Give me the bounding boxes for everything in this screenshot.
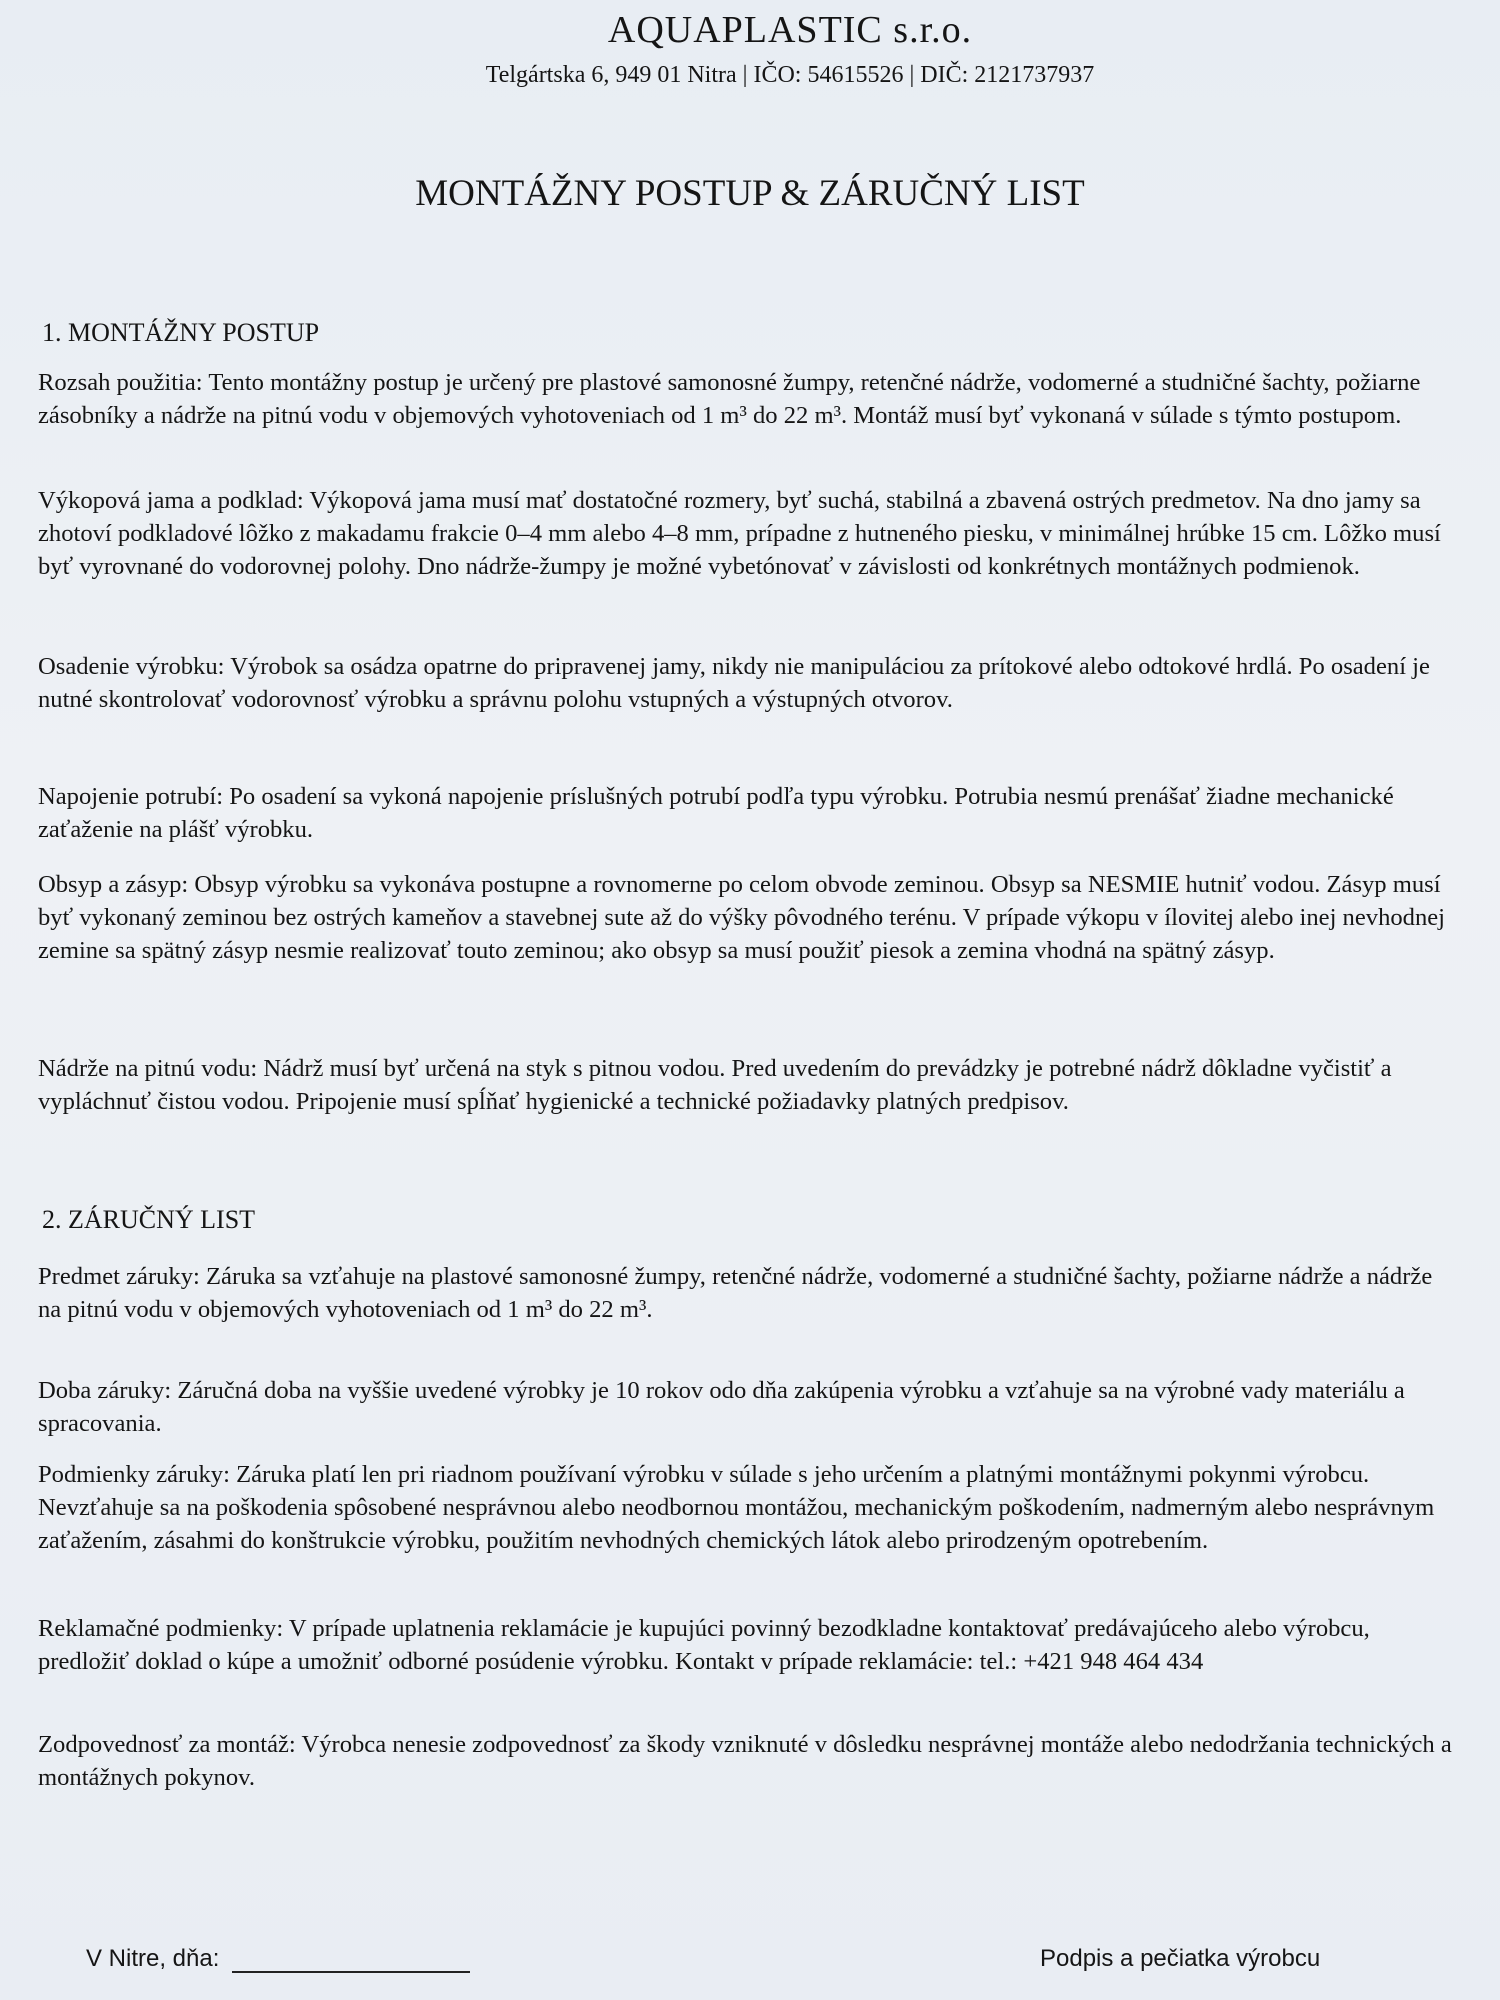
- paragraph-scope: [38, 366, 1458, 432]
- paragraph-label: Nádrže na pitnú vodu:: [38, 1055, 258, 1082]
- signature-label: Podpis a pečiatka výrobcu: [1040, 1945, 1321, 1972]
- paragraph-label: Osadenie výrobku:: [38, 653, 225, 680]
- document-title: MONTÁŽNY POSTUP & ZÁRUČNÝ LIST: [415, 173, 1085, 214]
- paragraph-label: Reklamačné podmienky:: [38, 1615, 284, 1642]
- paragraph-text: Záruka sa vzťahuje na plastové samonosné žumpy, retenčné nádrže, vodomerné a studničné šachty, požiarne nádrže a nádrže na pitnú vodu v objemových vyhotoveniach od 1 m³ do 22 m³.: [38, 1263, 1433, 1323]
- paragraph-liability: [38, 1728, 1458, 1794]
- paragraph-label: Podmienky záruky:: [38, 1461, 230, 1488]
- paragraph-text: Tento montážny postup je určený pre plastové samonosné žumpy, retenčné nádrže, vodomerné a studničné šachty, požiarne zásobníky a nádrže na pitnú vodu v objemových vyhotoveniach od 1 m³ do 22 m³. Montáž musí byť vykonaná v súlade s týmto postupom.: [38, 369, 1421, 429]
- date-blank-line: [232, 1951, 470, 1973]
- paragraph-text: Výkopová jama musí mať dostatočné rozmery, byť suchá, stabilná a zbavená ostrých predmetov. Na dno jamy sa zhotoví podkladové lôžko z makadamu frakcie 0–4 mm alebo 4–8 mm, prípadne z hutneného piesku, v minimálnej hrúbke 15 cm. Lôžko musí byť vyrovnané do vodorovnej polohy. Dno nádrže-žumpy je možné vybetónovať v závislosti od konkrétnych montážnych podmienok.: [38, 487, 1441, 580]
- paragraph-text: V prípade uplatnenia reklamácie je kupujúci povinný bezodkladne kontaktovať predávajúceho alebo výrobcu, predložiť doklad o kúpe a umožniť odborné posúdenie výrobku. Kontakt v prípade reklamácie: tel.: +421 948 464 434: [38, 1615, 1370, 1675]
- paragraph-text: Záruka platí len pri riadnom používaní výrobku v súlade s jeho určením a platnými montážnymi pokynmi výrobcu. Nevzťahuje sa na poškodenia spôsobené nesprávnou alebo neodbornou montážou, mechanickým poškodením, nadmerným alebo nesprávnym zaťažením, zásahmi do konštrukcie výrobku, použitím nevhodných chemických látok alebo prirodzeným opotrebením.: [38, 1461, 1435, 1554]
- paragraph-text: Nádrž musí byť určená na styk s pitnou vodou. Pred uvedením do prevádzky je potrebné nádrž dôkladne vyčistiť a vypláchnuť čistou vodou. Pripojenie musí spĺňať hygienické a technické požiadavky platných predpisov.: [38, 1055, 1392, 1115]
- paragraph-claims: [38, 1612, 1458, 1678]
- paragraph-warranty-period: [38, 1374, 1458, 1440]
- paragraph-label: Predmet záruky:: [38, 1263, 200, 1290]
- paragraph-text: Po osadení sa vykoná napojenie príslušných potrubí podľa typu výrobku. Potrubia nesmú prenášať žiadne mechanické zaťaženie na plášť výrobku.: [38, 783, 1394, 843]
- place-date-label: V Nitre, dňa:: [86, 1945, 220, 1972]
- company-name: AQUAPLASTIC s.r.o.: [607, 9, 973, 51]
- place-date-field: [86, 1945, 470, 1973]
- paragraph-text: Záručná doba na vyššie uvedené výrobky je 10 rokov odo dňa zakúpenia výrobku a vzťahuje sa na výrobné vady materiálu a spracovania.: [38, 1377, 1405, 1437]
- paragraph-text: Obsyp výrobku sa vykonáva postupne a rovnomerne po celom obvode zeminou. Obsyp sa NESMIE hutniť vodou. Zásyp musí byť vykonaný zeminou bez ostrých kameňov a stavebnej sute až do výšky pôvodného terénu. V prípade výkopu v ílovitej alebo inej nevhodnej zemine sa spätný zásyp nesmie realizovať touto zeminou; ako obsyp sa musí použiť piesok a zemina vhodná na spätný zásyp.: [38, 871, 1446, 964]
- paragraph-drinking-water: [38, 1052, 1458, 1118]
- company-address: Telgártska 6, 949 01 Nitra | IČO: 54615526 | DIČ: 2121737937: [485, 62, 1095, 88]
- section-heading-warranty: 2. ZÁRUČNÝ LIST: [42, 1205, 256, 1234]
- paragraph-label: Doba záruky:: [38, 1377, 172, 1404]
- paragraph-label: Napojenie potrubí:: [38, 783, 224, 810]
- paragraph-label: Zodpovednosť za montáž:: [38, 1731, 296, 1758]
- paragraph-label: Rozsah použitia:: [38, 369, 203, 396]
- paragraph-text: Výrobca nenesie zodpovednosť za škody vzniknuté v dôsledku nesprávnej montáže alebo nedodržania technických a montážnych pokynov.: [38, 1731, 1452, 1791]
- paragraph-warranty-subject: [38, 1260, 1458, 1326]
- paragraph-excavation: [38, 484, 1458, 583]
- paragraph-label: Obsyp a zásyp:: [38, 871, 189, 898]
- paragraph-backfill: [38, 868, 1458, 967]
- paragraph-warranty-conditions: [38, 1458, 1458, 1557]
- paragraph-placement: [38, 650, 1458, 716]
- paragraph-text: Výrobok sa osádza opatrne do pripravenej jamy, nikdy nie manipuláciou za prítokové alebo odtokové hrdlá. Po osadení je nutné skontrolovať vodorovnosť výrobku a správnu polohu vstupných a výstupných otvorov.: [38, 653, 1430, 713]
- paragraph-piping: [38, 780, 1458, 846]
- section-heading-installation: 1. MONTÁŽNY POSTUP: [42, 318, 320, 347]
- paragraph-label: Výkopová jama a podklad:: [38, 487, 304, 514]
